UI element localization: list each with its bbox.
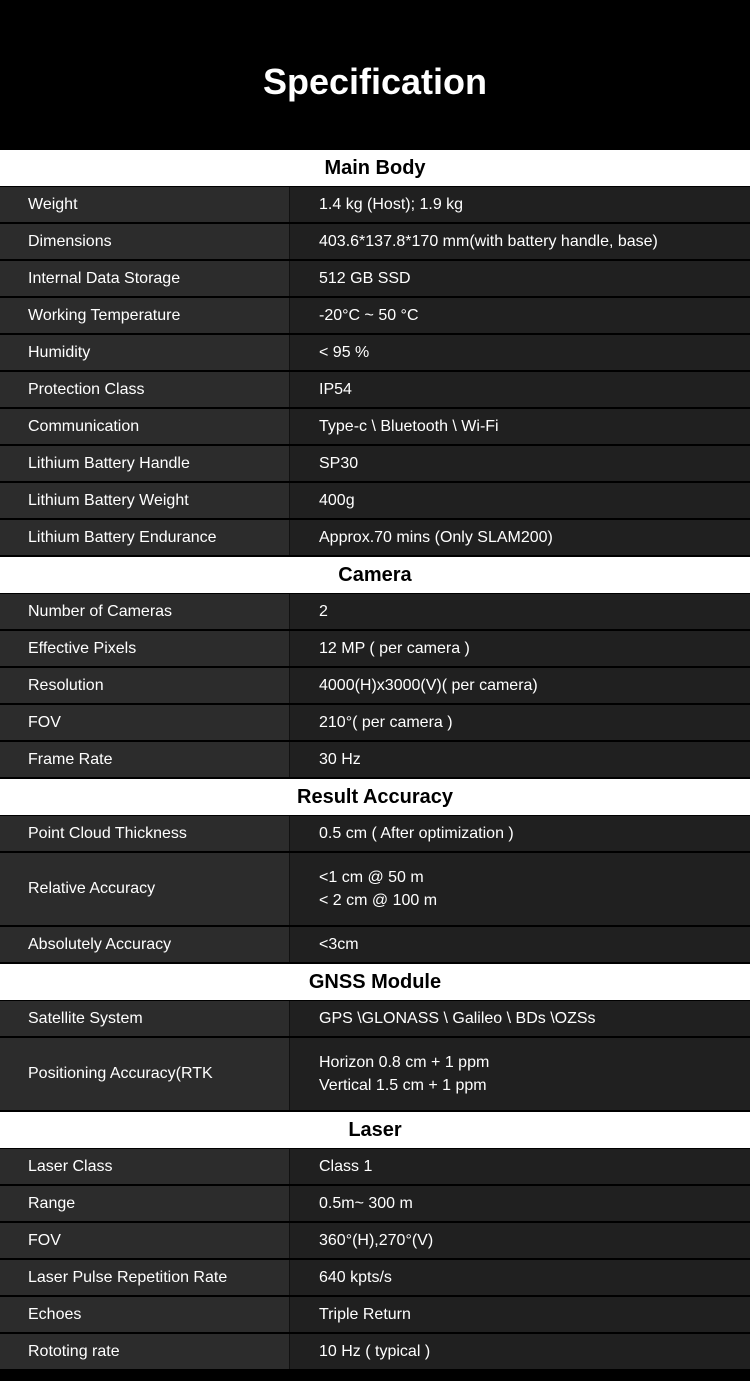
spec-label: Satellite System	[0, 1001, 290, 1036]
spec-value-line: GPS \GLONASS \ Galileo \ BDs \OZSs	[319, 1010, 596, 1027]
spec-label: Internal Data Storage	[0, 261, 290, 296]
spec-value-line: 12 MP ( per camera )	[319, 640, 470, 657]
spec-row	[0, 1186, 750, 1223]
spec-label: Number of Cameras	[0, 594, 290, 629]
spec-value-line: 403.6*137.8*170 mm(with battery handle, base)	[319, 233, 658, 250]
spec-value	[290, 1260, 750, 1295]
spec-value	[290, 631, 750, 666]
spec-value-line: -20°C ~ 50 °C	[319, 307, 419, 324]
spec-value	[290, 446, 750, 481]
spec-label: Dimensions	[0, 224, 290, 259]
spec-row	[0, 594, 750, 631]
page-title: Specification	[262, 61, 488, 102]
spec-value-line: 512 GB SSD	[319, 270, 411, 287]
spec-section	[0, 779, 750, 964]
spec-label: Lithium Battery Handle	[0, 446, 290, 481]
spec-label: Communication	[0, 409, 290, 444]
spec-value-line: 360°(H),270°(V)	[319, 1232, 434, 1249]
header	[0, 0, 750, 150]
spec-value-line: Horizon 0.8 cm + 1 ppm	[319, 1054, 490, 1071]
section-title: Camera	[0, 557, 750, 594]
spec-row	[0, 1001, 750, 1038]
spec-label: Lithium Battery Weight	[0, 483, 290, 518]
spec-row	[0, 1038, 750, 1112]
spec-value-line: Class 1	[319, 1158, 373, 1175]
spec-row	[0, 927, 750, 964]
spec-value-line: 10 Hz ( typical )	[319, 1343, 431, 1360]
spec-row	[0, 668, 750, 705]
spec-value	[290, 261, 750, 296]
spec-row	[0, 224, 750, 261]
spec-value-line: Triple Return	[319, 1306, 411, 1323]
spec-label: Weight	[0, 187, 290, 222]
spec-value-line: < 2 cm @ 100 m	[319, 892, 438, 909]
spec-value	[290, 1186, 750, 1221]
spec-value	[290, 1149, 750, 1184]
spec-value	[290, 1334, 750, 1369]
spec-value	[290, 742, 750, 777]
spec-section	[0, 150, 750, 557]
spec-row	[0, 1149, 750, 1186]
spec-label: Working Temperature	[0, 298, 290, 333]
spec-value	[290, 187, 750, 222]
section-title: Result Accuracy	[0, 779, 750, 816]
spec-row	[0, 187, 750, 224]
spec-label: Range	[0, 1186, 290, 1221]
section-title: Main Body	[0, 150, 750, 187]
spec-row	[0, 1223, 750, 1260]
spec-value	[290, 1001, 750, 1036]
spec-row	[0, 446, 750, 483]
spec-sections	[0, 150, 750, 1371]
spec-label: Laser Pulse Repetition Rate	[0, 1260, 290, 1295]
spec-label: FOV	[0, 1223, 290, 1258]
spec-label: Echoes	[0, 1297, 290, 1332]
spec-label: Humidity	[0, 335, 290, 370]
spec-label: Laser Class	[0, 1149, 290, 1184]
spec-value-line: 210°( per camera )	[319, 714, 453, 731]
spec-section	[0, 557, 750, 779]
spec-row	[0, 261, 750, 298]
spec-value	[290, 483, 750, 518]
spec-row	[0, 409, 750, 446]
spec-value-line: 400g	[319, 492, 355, 509]
spec-value	[290, 853, 750, 925]
spec-row	[0, 853, 750, 927]
spec-row	[0, 298, 750, 335]
spec-section	[0, 964, 750, 1112]
spec-label: Positioning Accuracy(RTK	[0, 1038, 290, 1110]
spec-value	[290, 1297, 750, 1332]
spec-row	[0, 335, 750, 372]
spec-row	[0, 372, 750, 409]
spec-value	[290, 816, 750, 851]
spec-value	[290, 335, 750, 370]
spec-value	[290, 1038, 750, 1110]
spec-row	[0, 1260, 750, 1297]
spec-label: Effective Pixels	[0, 631, 290, 666]
section-title: GNSS Module	[0, 964, 750, 1001]
spec-value	[290, 409, 750, 444]
spec-row	[0, 631, 750, 668]
spec-value-line: 30 Hz	[319, 751, 361, 768]
spec-value	[290, 927, 750, 962]
spec-label: FOV	[0, 705, 290, 740]
spec-row	[0, 816, 750, 853]
spec-label: Rototing rate	[0, 1334, 290, 1369]
spec-row	[0, 705, 750, 742]
spec-label: Protection Class	[0, 372, 290, 407]
spec-value	[290, 298, 750, 333]
spec-row	[0, 1334, 750, 1371]
spec-row	[0, 742, 750, 779]
spec-value-line: <1 cm @ 50 m	[319, 869, 424, 886]
spec-label: Absolutely Accuracy	[0, 927, 290, 962]
spec-value-line: Vertical 1.5 cm + 1 ppm	[319, 1077, 487, 1094]
spec-label: Lithium Battery Endurance	[0, 520, 290, 555]
spec-value-line: <3cm	[319, 936, 359, 953]
spec-row	[0, 1297, 750, 1334]
spec-value	[290, 224, 750, 259]
spec-value-line: Approx.70 mins (Only SLAM200)	[319, 529, 553, 546]
spec-row	[0, 520, 750, 557]
spec-value-line: 1.4 kg (Host); 1.9 kg	[319, 196, 464, 213]
spec-value	[290, 705, 750, 740]
spec-value-line: 640 kpts/s	[319, 1269, 392, 1286]
spec-value-line: 2	[319, 603, 328, 620]
spec-value	[290, 372, 750, 407]
spec-section	[0, 1112, 750, 1371]
spec-value	[290, 520, 750, 555]
spec-label: Frame Rate	[0, 742, 290, 777]
spec-label: Resolution	[0, 668, 290, 703]
spec-label: Relative Accuracy	[0, 853, 290, 925]
spec-value	[290, 1223, 750, 1258]
spec-value-line: IP54	[319, 381, 352, 398]
spec-value-line: Type-c \ Bluetooth \ Wi-Fi	[319, 418, 499, 435]
spec-value	[290, 668, 750, 703]
spec-value-line: SP30	[319, 455, 359, 472]
spec-value-line: < 95 %	[319, 344, 370, 361]
spec-value	[290, 594, 750, 629]
spec-value-line: 0.5 cm ( After optimization )	[319, 825, 514, 842]
section-title: Laser	[0, 1112, 750, 1149]
spec-value-line: 4000(H)x3000(V)( per camera)	[319, 677, 538, 694]
spec-label: Point Cloud Thickness	[0, 816, 290, 851]
spec-value-line: 0.5m~ 300 m	[319, 1195, 413, 1212]
spec-row	[0, 483, 750, 520]
